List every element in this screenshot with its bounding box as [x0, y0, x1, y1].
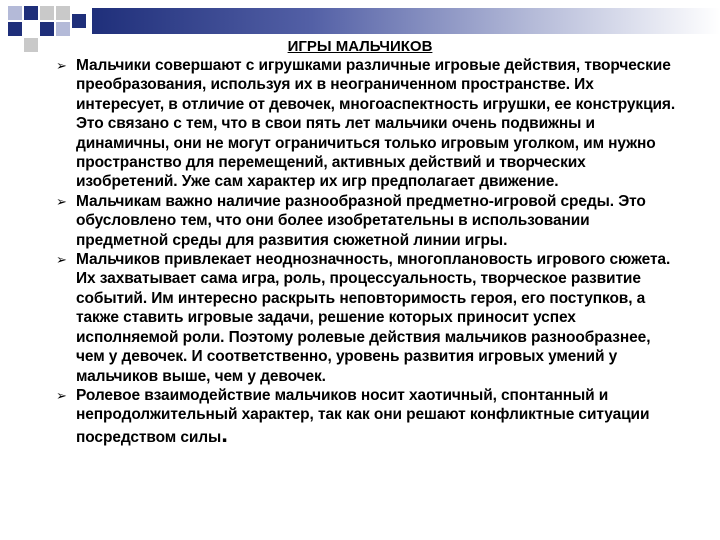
bullet-list [56, 56, 680, 447]
deco-square [40, 6, 54, 20]
list-item-text: Мальчиков привлекает неоднозначность, многоплановость игрового сюжета. Их захватывает сама игра, роль, процессуальность, творческое развитие событий. Им интересно раскрыть неповторимость героя, его поступков, а также ставить игровые задачи, решение которых приносит успех исполняемой роли. Поэтому ролевые действия мальчиков разнообразнее, чем у девочек. И соответственно, уровень развития игровых умений у мальчиков выше, чем у девочек. [76, 251, 671, 385]
list-item [56, 386, 680, 447]
deco-square [24, 6, 38, 20]
deco-square [56, 22, 70, 36]
list-item [56, 56, 680, 192]
arrow-bullet-icon: ➢ [56, 252, 67, 268]
list-item [56, 192, 680, 250]
deco-square [56, 6, 70, 20]
deco-square [8, 22, 22, 36]
arrow-bullet-icon: ➢ [56, 387, 67, 403]
final-period: . [221, 420, 228, 448]
deco-square [40, 22, 54, 36]
arrow-bullet-icon: ➢ [56, 58, 67, 73]
deco-square [8, 6, 22, 20]
page-title: ИГРЫ МАЛЬЧИКОВ [287, 38, 433, 55]
list-item-text: Мальчикам важно наличие разнообразной предметно-игровой среды. Это обусловлено тем, что они более изобретательны в использовании предметной среды для развития сюжетной линии игры. [76, 192, 646, 249]
list-item-text: Мальчики совершают с игрушками различные игровые действия, творческие преобразования, используя их в неограниченном пространстве. Их интересует, в отличие от девочек, многоаспектность игрушки, ее конструкция. Это связано с тем, что в свои пять лет мальчики очень подвижны и динамичны, они не могут ограничиться только игровым уголком, им нужно пространство для перемещений, активных действий и творческих изобретений. Уже сам характер их игр предполагает движение. [76, 57, 676, 191]
list-item-text [76, 386, 680, 447]
arrow-bullet-icon: ➢ [56, 193, 67, 209]
header-gradient-bar [92, 8, 720, 34]
list-item [56, 250, 680, 386]
deco-square [72, 14, 86, 28]
list-item-text-body: Ролевое взаимодействие мальчиков носит хаотичный, спонтанный и непродолжительный характер, так как они решают конфликтные ситуации посредством силы [76, 386, 650, 446]
